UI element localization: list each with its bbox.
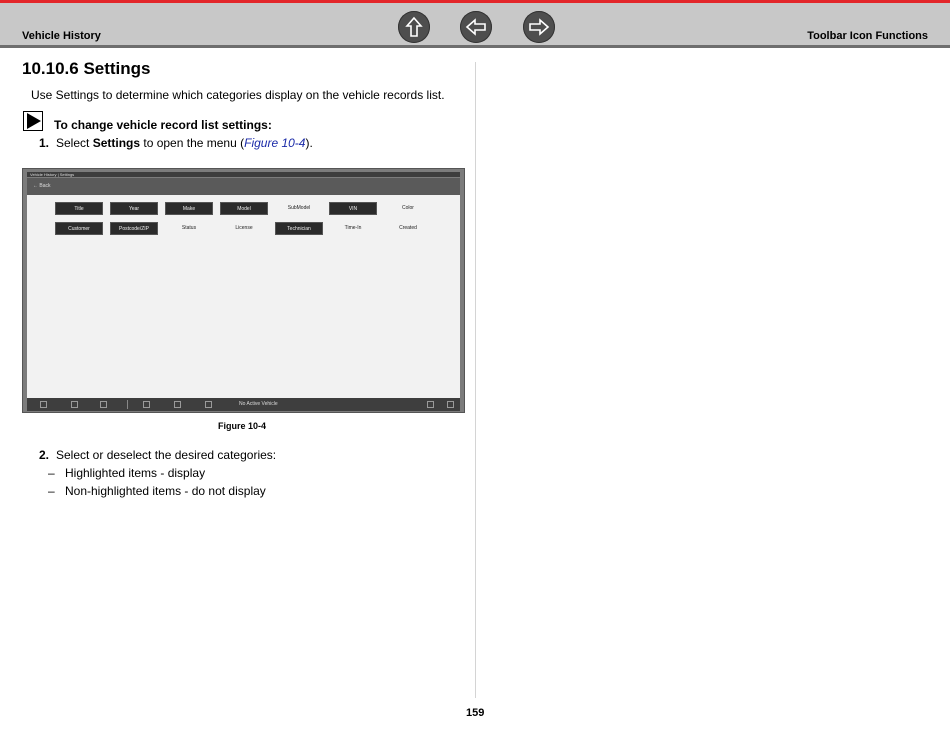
category-license[interactable]: License — [235, 225, 253, 231]
back-arrow-icon: ← — [33, 183, 40, 189]
step-number: 1. — [39, 136, 50, 150]
nav-up-button[interactable] — [398, 11, 430, 43]
category-model[interactable]: Model — [220, 202, 268, 215]
screen-status-text: No Active Vehicle — [239, 401, 278, 407]
toolbar-separator — [127, 400, 128, 409]
forward-arrow-icon — [528, 16, 550, 38]
screen-back-label: Back — [39, 183, 51, 189]
print-icon[interactable] — [143, 401, 150, 408]
home-icon[interactable] — [40, 401, 47, 408]
category-postcode[interactable]: Postcode/ZIP — [110, 222, 158, 235]
figure-screenshot — [22, 168, 465, 413]
screen-body — [27, 195, 460, 398]
folder-icon[interactable] — [205, 401, 212, 408]
header-bottom-border — [0, 45, 950, 48]
vehicle-icon[interactable] — [174, 401, 181, 408]
step-number: 2. — [39, 448, 50, 462]
category-make[interactable]: Make — [165, 202, 213, 215]
category-submodel[interactable]: SubModel — [287, 205, 311, 211]
bullet-dash: – — [48, 484, 55, 498]
nav-forward-button[interactable] — [523, 11, 555, 43]
bullet-text: Non-highlighted items - do not display — [65, 484, 266, 498]
category-time-in[interactable]: Time-In — [344, 225, 362, 231]
section-intro: Use Settings to determine which categories display on the vehicle records list. — [31, 88, 445, 102]
procedure-play-icon — [23, 111, 43, 131]
category-year[interactable]: Year — [110, 202, 158, 215]
sort-icon[interactable] — [71, 401, 78, 408]
category-technician[interactable]: Technician — [275, 222, 323, 235]
category-customer[interactable]: Customer — [55, 222, 103, 235]
figure-caption: Figure 10-4 — [218, 421, 267, 431]
header-left-title: Vehicle History — [22, 30, 101, 42]
step-text: Select or deselect the desired categories: — [56, 448, 277, 462]
resize-icon[interactable] — [427, 401, 434, 408]
bullet-text: Highlighted items - display — [65, 466, 206, 480]
category-created[interactable]: Created — [399, 225, 417, 231]
procedure-title: To change vehicle record list settings: — [54, 118, 272, 132]
column-divider — [475, 62, 476, 698]
bullet-item — [48, 484, 266, 498]
step-text: Select — [56, 136, 93, 150]
page-header — [0, 3, 950, 45]
header-right-title: Toolbar Icon Functions — [807, 30, 928, 42]
category-status[interactable]: Status — [181, 225, 197, 231]
step-1 — [39, 136, 313, 150]
category-color[interactable]: Color — [402, 205, 414, 211]
category-vin[interactable]: VIN — [329, 202, 377, 215]
screen-back-bar — [27, 178, 460, 195]
bullet-item — [48, 466, 205, 480]
nav-back-button[interactable] — [460, 11, 492, 43]
bullet-dash: – — [48, 466, 55, 480]
expand-icon[interactable] — [447, 401, 454, 408]
step-bold-text: Settings — [92, 136, 141, 150]
section-heading: 10.10.6 Settings — [22, 59, 151, 78]
page-number: 159 — [466, 707, 485, 719]
screen-title-bar: Vehicle History | Settings — [27, 172, 460, 177]
step-text: ). — [305, 136, 313, 150]
screen-toolbar — [27, 398, 460, 411]
figure-link[interactable]: Figure 10-4 — [244, 136, 306, 150]
step-text: to open the menu ( — [140, 136, 245, 150]
tools-icon[interactable] — [100, 401, 107, 408]
up-arrow-icon — [403, 16, 425, 38]
category-title[interactable]: Title — [55, 202, 103, 215]
back-arrow-icon — [465, 16, 487, 38]
step-2 — [39, 448, 276, 462]
